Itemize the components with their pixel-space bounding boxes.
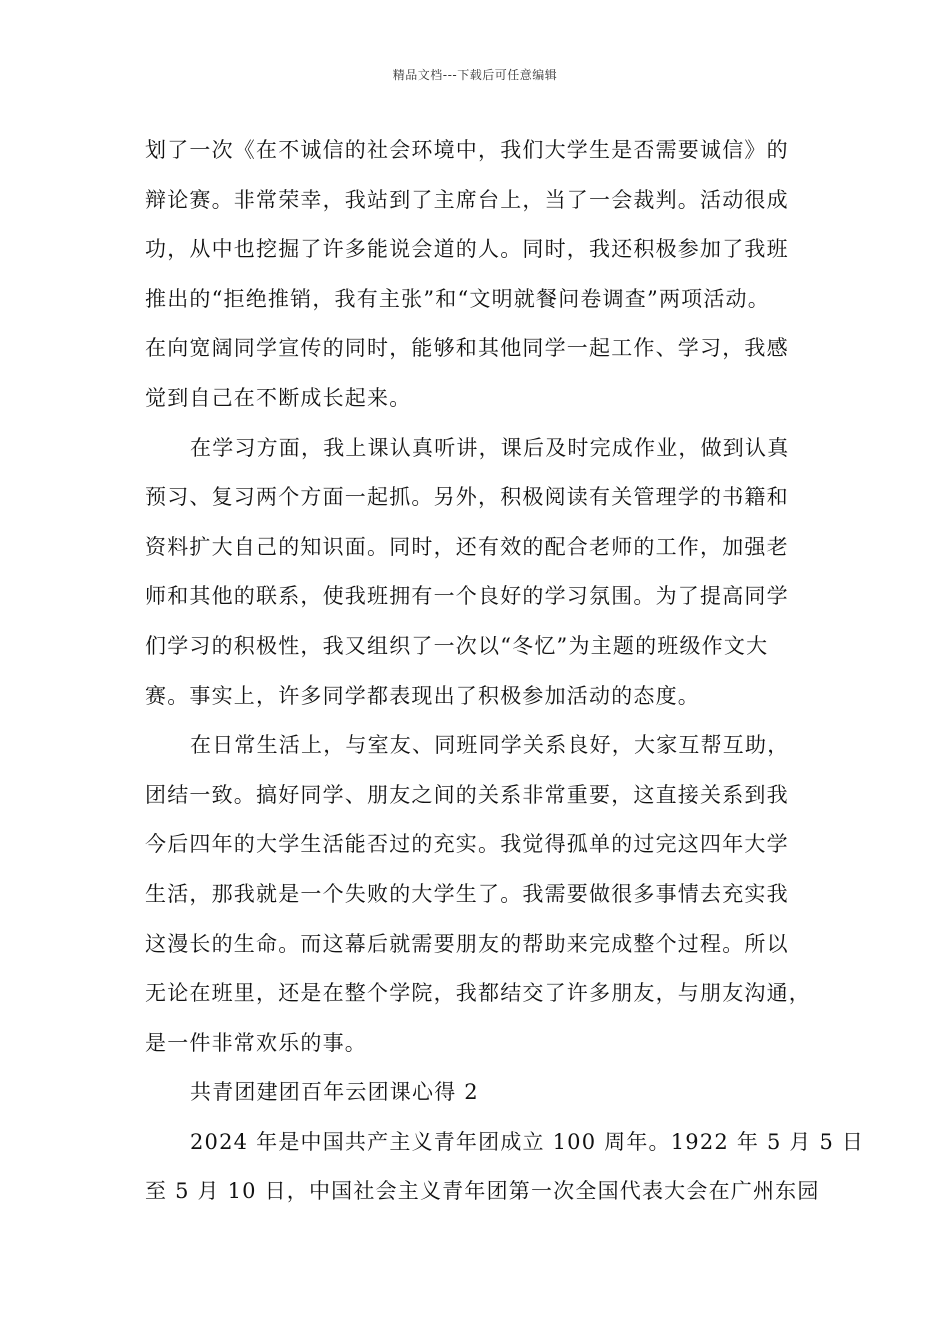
- text-line: 至 5 月 10 日，中国社会主义青年团第一次全国代表大会在广州东园: [145, 1179, 820, 1204]
- text-line: 团结一致。搞好同学、朋友之间的关系非常重要，这直接关系到我: [145, 782, 789, 807]
- page-header: 精品文档---下载后可任意编辑: [392, 68, 558, 82]
- paragraph-start-line: 2024 年是中国共产主义青年团成立 100 周年。1922 年 5 月 5 日: [190, 1129, 865, 1154]
- section-heading: 共青团建团百年云团课心得 2: [190, 1080, 479, 1105]
- text-line: 无论在班里，还是在整个学院，我都结交了许多朋友，与朋友沟通，: [145, 981, 811, 1006]
- text-line: 赛。事实上，许多同学都表现出了积极参加活动的态度。: [145, 683, 700, 708]
- text-line: 在向宽阔同学宣传的同时，能够和其他同学一起工作、学习，我感: [145, 336, 789, 361]
- text-line: 觉到自己在不断成长起来。: [145, 385, 412, 410]
- text-line: 功，从中也挖掘了许多能说会道的人。同时，我还积极参加了我班: [145, 237, 789, 262]
- text-line: 推出的“拒绝推销，我有主张”和“文明就餐问卷调查”两项活动。: [145, 286, 770, 311]
- text-line: 师和其他的联系，使我班拥有一个良好的学习氛围。为了提高同学: [145, 584, 789, 609]
- text-line: 们学习的积极性，我又组织了一次以“冬忆”为主题的班级作文大: [145, 633, 769, 658]
- text-line: 是一件非常欢乐的事。: [145, 1030, 367, 1055]
- paragraph-start-line: 在学习方面，我上课认真听讲，课后及时完成作业，做到认真: [190, 435, 790, 460]
- text-line: 今后四年的大学生活能否过的充实。我觉得孤单的过完这四年大学: [145, 832, 789, 857]
- text-line: 这漫长的生命。而这幕后就需要朋友的帮助来完成整个过程。所以: [145, 931, 789, 956]
- text-line: 资料扩大自己的知识面。同时，还有效的配合老师的工作，加强老: [145, 534, 789, 559]
- text-line: 划了一次《在不诚信的社会环境中，我们大学生是否需要诚信》的: [145, 138, 789, 162]
- text-line: 辩论赛。非常荣幸，我站到了主席台上，当了一会裁判。活动很成: [145, 187, 789, 212]
- document-body: [145, 126, 865, 1217]
- text-line: 预习、复习两个方面一起抓。另外，积极阅读有关管理学的书籍和: [145, 485, 789, 510]
- text-line: 生活，那我就是一个失败的大学生了。我需要做很多事情去充实我: [145, 881, 789, 906]
- paragraph-start-line: 在日常生活上，与室友、同班同学关系良好，大家互帮互助，: [190, 733, 790, 758]
